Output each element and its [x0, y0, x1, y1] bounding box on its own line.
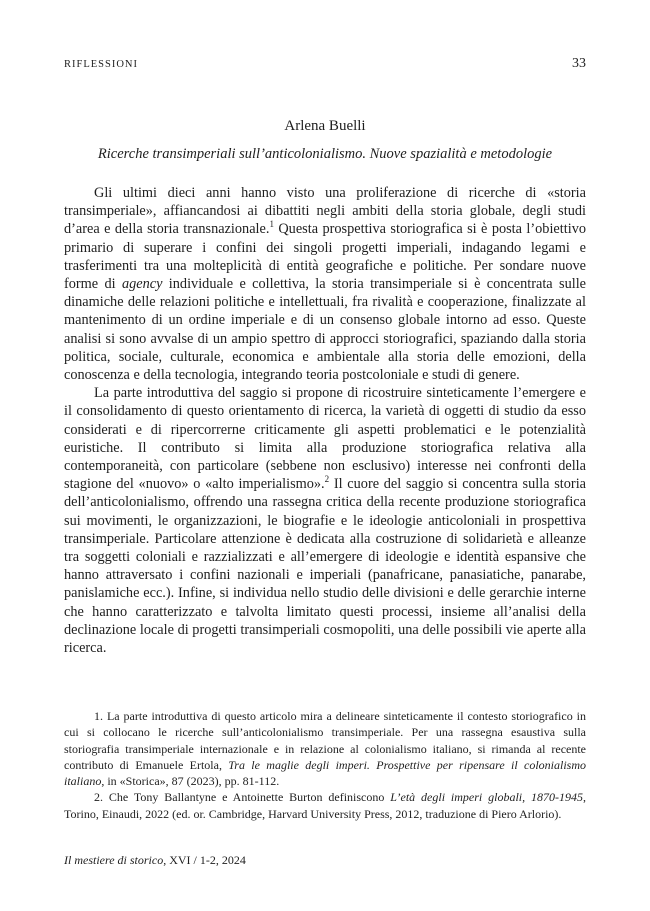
journal-issue: , XVI / 1-2, 2024	[163, 853, 246, 867]
italic-term: agency	[121, 276, 163, 293]
section-label: RIFLESSIONI	[64, 59, 139, 70]
body-text-span: La parte introduttiva del saggio si propone di ricostruire sinteticamente l’emergere e il consolidamento di questo orientamento di ricerca, la varietà di oggetti di studio da esso considerati e di ripercorrerne criticamente gli aspetti problematici e le potenzialità euristiche. Il contributo si limita alla produzione storiografica relativa alla contemporaneità, con particolare (sebbene non esclusivo) interesse nei confronti della stagione del «nuovo» o «alto imperialismo».	[64, 385, 586, 493]
body-text-span: Questa prospettiva storiografica si è posta l’obiettivo primario di superare i confini dei singoli progetti imperiali, indagando legami e trasferimenti tra una molteplicità di entità geografiche e politiche. Per sondare nuove forme di	[64, 221, 586, 293]
body-text-span: individuale e collettiva, la storia transimperiale si è concentrata sulle dinamiche delle relazioni politiche e intellettuali, fra rivalità e cooperazione, finalizzate al mantenimento di un ordine imperiale e di un consenso globale intorno ad esso. Queste analisi si sono avvalse di un ampio spettro di approcci storiografici, spaziando dalla storia politica, sociale, culturale, economica e ambientale alla storia delle emozioni, della conoscenza e della tecnologia, integrando teoria postcoloniale e studi di genere.	[64, 276, 587, 384]
footnote-text: , in «Storica», 87 (2023), pp. 81-112.	[101, 774, 280, 789]
page-number: 33	[572, 56, 586, 71]
footnote-1	[64, 708, 586, 789]
body-text-span: Gli ultimi dieci anni hanno visto una proliferazione di ricerche di «storia transimperiale», affiancandosi ai dibattiti negli ambiti della storia globale, degli studi d’area e della storia transnazionale.	[64, 185, 586, 238]
footnote-italic-title: L’età degli imperi globali, 1870-1945	[390, 790, 583, 805]
footnote-ref-1[interactable]: 1	[269, 219, 274, 230]
body-paragraph-2	[64, 384, 586, 657]
body-paragraph-1	[64, 184, 586, 384]
footnote-italic-title: Tra le maglie degli imperi. Prospettive per ripensare il colonialismo italiano	[64, 757, 586, 789]
body-text-span: Il cuore del saggio si concentra sulla storia dell’anticolonialismo, offrendo una rassegna critica della recente produzione storiografica sui movimenti, le organizzazioni, le biografie e le ideologie anticoloniali in prospettiva transimperiale. Particolare attenzione è dedicata alla costruzione di solidarietà e alleanze tra soggetti coloniali e razzializzati e all’emergere di ideologie e identità espansive che hanno attraversato i confini nazionali e imperiali (panafricane, panasiatiche, panarabe, panislamiche ecc.). Infine, si individua nello studio delle divisioni e delle gerarchie interne che hanno caratterizzato e talvolta limitato questi processi, insieme all’analisi della declinazione locale di progetti transimperiali cosmopoliti, una delle possibili vie aperte alla ricerca.	[64, 476, 587, 657]
footnote-text: , Torino, Einaudi, 2022 (ed. or. Cambridge, Harvard University Press, 2012, traduzione di Piero Arlorio).	[64, 790, 586, 821]
running-head	[64, 56, 586, 72]
article-title: Ricerche transimperiali sull’anticolonialismo. Nuove spazialità e metodologie	[97, 146, 553, 162]
footnote-2	[64, 789, 586, 822]
footnote-ref-2[interactable]: 2	[324, 474, 330, 485]
footnote-text: 2. Che Tony Ballantyne e Antoinette Burton definiscono	[94, 790, 391, 805]
footnote-text: 1. La parte introduttiva di questo articolo mira a delineare sinteticamente il contesto storiografico in cui si collocano le ricerche sull’anticolonialismo transimperiale. Per una rassegna esaustiva sulla storiografia transimperiale internazionale e in relazione al colonialismo italiano, si rimanda al recente contributo di Emanuele Ertola,	[64, 709, 586, 772]
article-author: Arlena Buelli	[284, 118, 366, 134]
journal-name: Il mestiere di storico	[64, 853, 164, 867]
article-body	[64, 184, 586, 657]
journal-footer	[64, 853, 246, 868]
footnotes	[64, 708, 586, 822]
